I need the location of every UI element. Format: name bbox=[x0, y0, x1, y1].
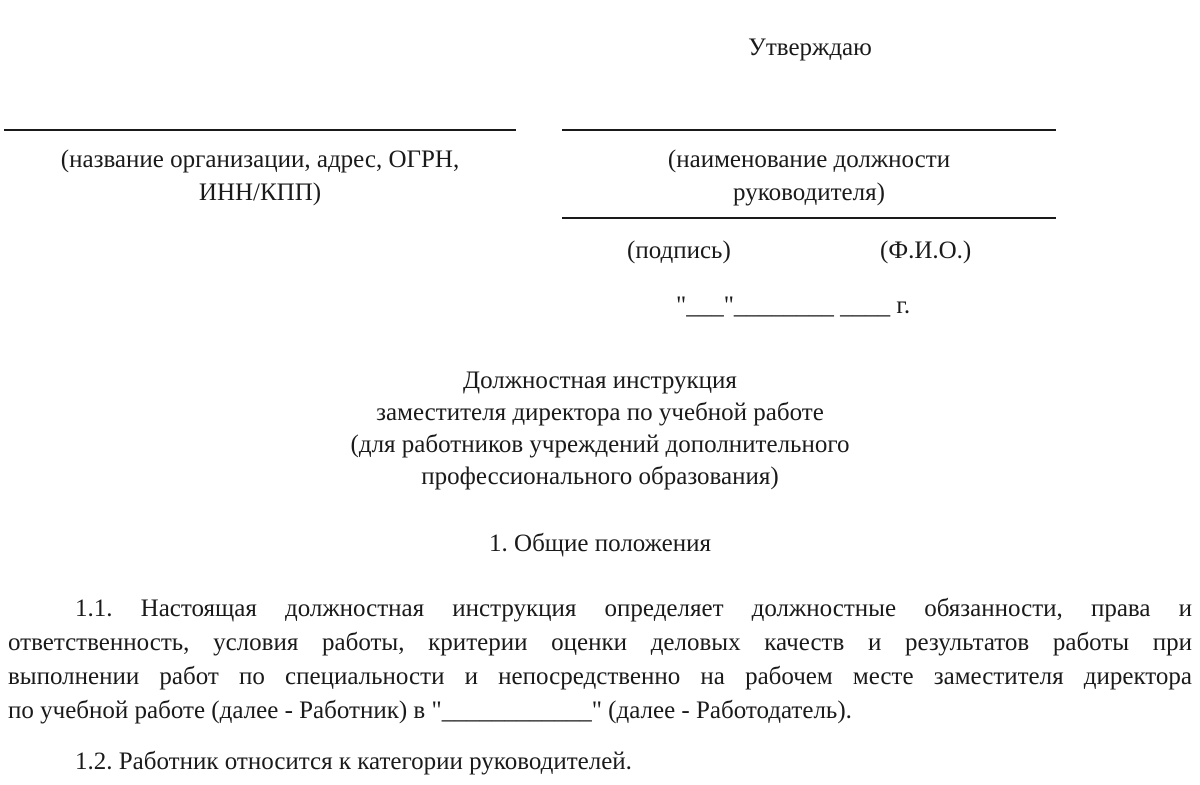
date-line: "___"________ ____ г. bbox=[676, 292, 911, 319]
organization-caption-line2: ИНН/КПП) bbox=[198, 179, 322, 206]
signature-name-line bbox=[562, 217, 1056, 219]
organization-caption-line1: (название организации, адрес, ОГРН, bbox=[60, 146, 460, 173]
paragraph-1-1 bbox=[8, 592, 1192, 728]
paragraph-1-1-line2: ответственность, условия работы, критерии оценки деловых качеств и результатов работы при bbox=[8, 629, 1192, 656]
approval-heading: Утверждаю bbox=[748, 34, 872, 61]
position-signature-line bbox=[562, 129, 1056, 131]
signature-caption: (подпись) bbox=[627, 237, 731, 264]
paragraph-1-1-line1: 1.1. Настоящая должностная инструкция определяет должностные обязанности, права и bbox=[75, 595, 1192, 622]
title-line3: (для работников учреждений дополнительного bbox=[350, 431, 850, 458]
title-line1: Должностная инструкция bbox=[463, 367, 737, 394]
position-caption-line2: руководителя) bbox=[733, 179, 885, 206]
title-line4: профессионального образования) bbox=[421, 463, 779, 490]
name-caption: (Ф.И.О.) bbox=[880, 237, 972, 264]
section1-heading: 1. Общие положения bbox=[489, 530, 711, 557]
organization-signature-line bbox=[4, 129, 516, 131]
paragraph-1-1-line3: выполнении работ по специальности и непосредственно на рабочем месте заместителя директора bbox=[8, 663, 1192, 690]
title-line2: заместителя директора по учебной работе bbox=[376, 399, 824, 426]
paragraph-1-1-line4: по учебной работе (далее - Работник) в "____________" (далее - Работодатель). bbox=[8, 697, 852, 724]
position-caption-line1: (наименование должности bbox=[667, 146, 951, 173]
paragraph-1-2: 1.2. Работник относится к категории руководителей. bbox=[75, 748, 632, 775]
